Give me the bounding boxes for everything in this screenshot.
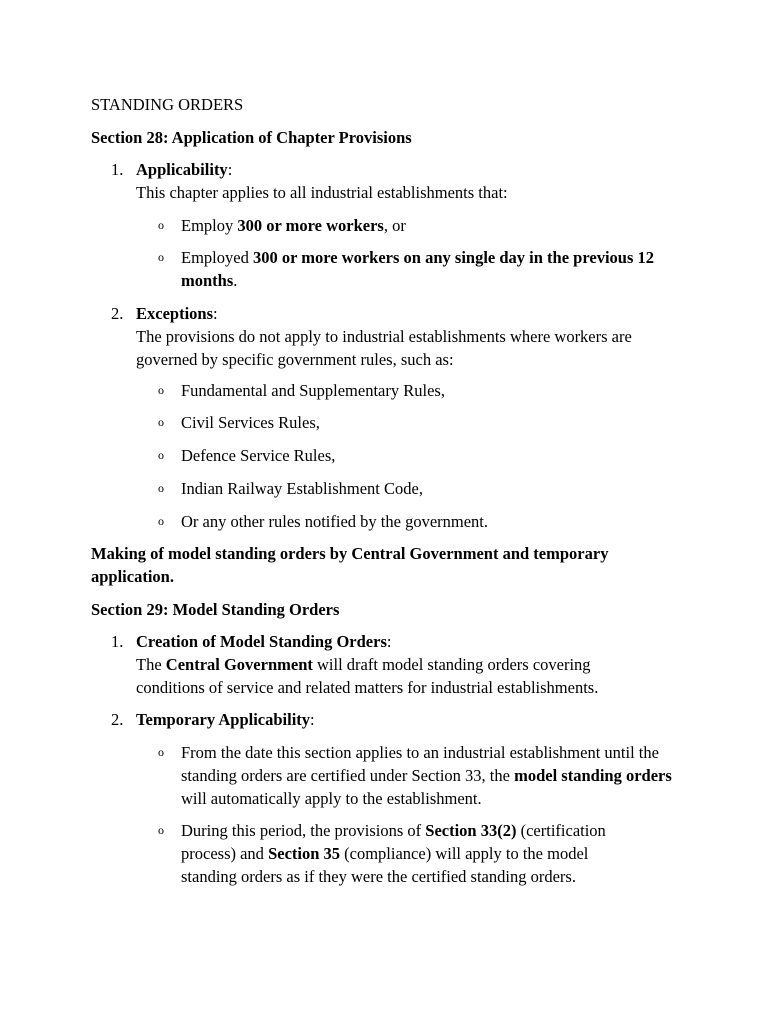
item-bold: Central Government <box>165 655 313 674</box>
list-item-applicability <box>136 158 696 204</box>
bullet-bold: 300 or more workers on any single day in the previous 12 months <box>181 248 655 290</box>
bullet-item: Indian Railway Establishment Code, <box>181 479 423 498</box>
bullet-marker: o <box>158 481 164 495</box>
item-text: This chapter applies to all industrial establishments that: <box>136 183 508 202</box>
list-number: 2. <box>111 710 124 729</box>
bullet-marker: o <box>158 218 164 232</box>
bullet-marker: o <box>158 250 164 264</box>
list-item-temporary <box>136 708 696 731</box>
item-colon: : <box>227 160 233 179</box>
document-title: STANDING ORDERS <box>91 95 244 114</box>
bullet-text: (compliance) will apply to the model standing orders as if they were the certified standing orders. <box>181 844 589 886</box>
bullet-text: . <box>233 271 238 290</box>
item-colon: : <box>310 710 315 729</box>
bullet-text: , or <box>383 216 406 235</box>
item-text: The <box>136 655 166 674</box>
list-number: 2. <box>111 304 124 323</box>
bullet-text: (certification process) and <box>181 821 606 863</box>
list-item-creation <box>136 630 636 699</box>
bullet-item: Civil Services Rules, <box>181 413 320 432</box>
bullet-bold: Section 33(2) <box>425 821 517 840</box>
bullet-item <box>181 741 686 810</box>
bullet-bold: 300 or more workers <box>237 216 384 235</box>
bullet-bold: model standing orders <box>514 766 672 785</box>
section-28-heading: Section 28: Application of Chapter Provisions <box>91 128 412 147</box>
item-text: The provisions do not apply to industrial establishments where workers are governed by specific government rules, such as: <box>136 327 632 369</box>
bullet-item: Or any other rules notified by the government. <box>181 512 488 531</box>
making-heading: Making of model standing orders by Central Government and temporary application. <box>91 544 609 586</box>
item-colon: : <box>213 304 218 323</box>
bullet-bold: Section 35 <box>268 844 341 863</box>
item-label: Temporary Applicability <box>136 710 311 729</box>
item-text: will draft model standing orders covering conditions of service and related matters for industrial establishments. <box>136 655 599 697</box>
bullet-marker: o <box>158 745 164 759</box>
item-colon: : <box>386 632 392 651</box>
bullet-item <box>181 819 646 888</box>
bullet-item: Fundamental and Supplementary Rules, <box>181 381 445 400</box>
bullet-marker: o <box>158 415 164 429</box>
list-item-exceptions <box>136 302 676 371</box>
bullet-marker: o <box>158 448 164 462</box>
list-number: 1. <box>111 160 124 179</box>
bullet-item: Defence Service Rules, <box>181 446 336 465</box>
bullet-marker: o <box>158 823 164 837</box>
bullet-text: will automatically apply to the establishment. <box>181 789 482 808</box>
bullet-marker: o <box>158 383 164 397</box>
item-label: Exceptions <box>136 304 214 323</box>
bullet-text: During this period, the provisions of <box>181 821 426 840</box>
bullet-item <box>181 214 701 237</box>
bullet-text: Employed <box>181 248 253 267</box>
list-number: 1. <box>111 632 124 651</box>
item-label: Creation of Model Standing Orders <box>136 632 387 651</box>
section-29-heading: Section 29: Model Standing Orders <box>91 600 340 619</box>
bullet-text: Employ <box>181 216 238 235</box>
item-label: Applicability <box>136 160 228 179</box>
bullet-marker: o <box>158 514 164 528</box>
bullet-item <box>181 246 681 292</box>
bullet-text: From the date this section applies to an industrial establishment until the standing orders are certified under Section 33, the <box>181 743 659 785</box>
